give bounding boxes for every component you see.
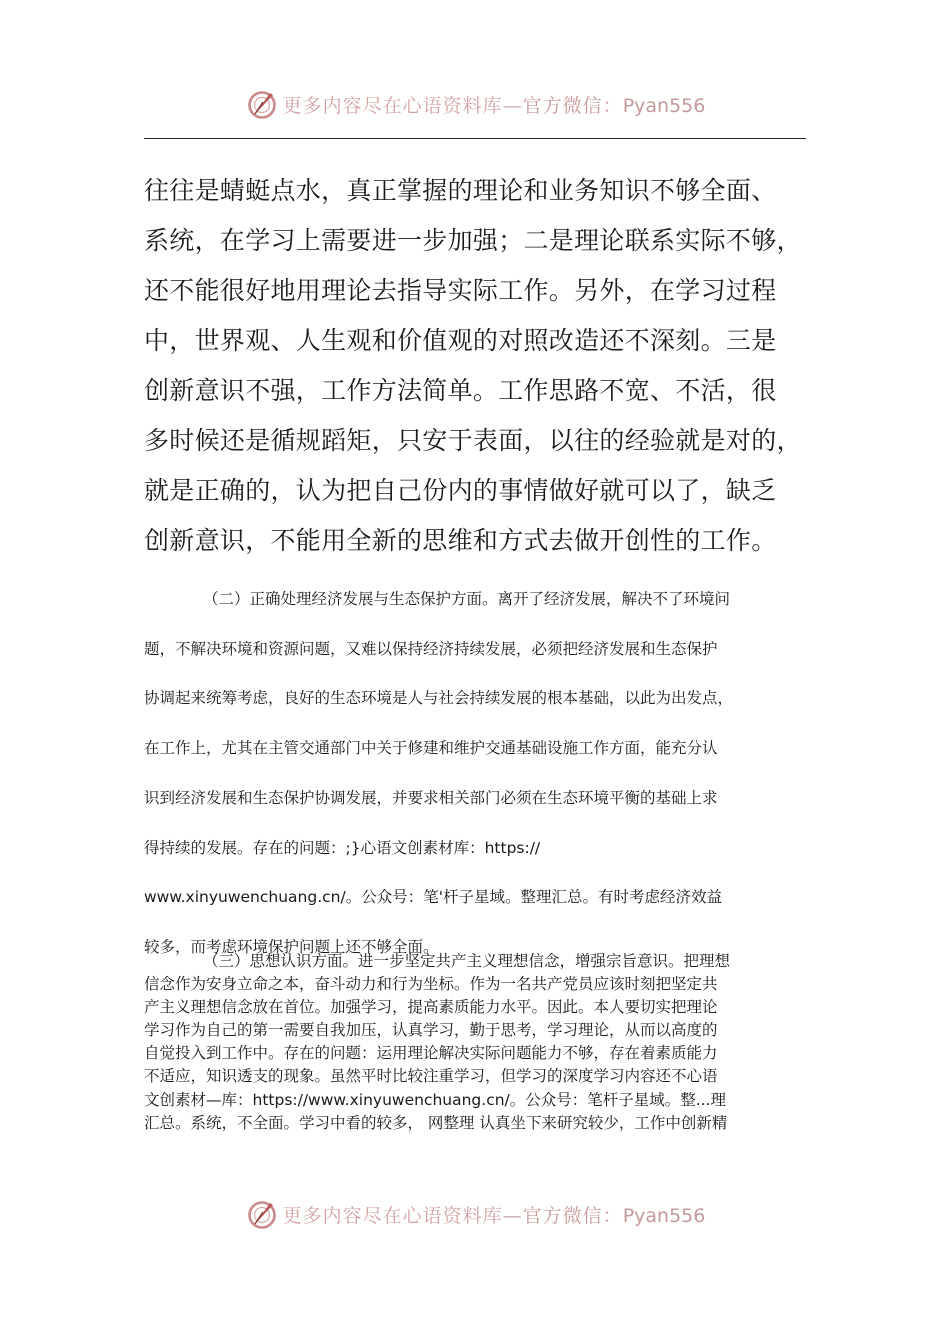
header-wechat-id: Pyan556 xyxy=(622,94,706,117)
text-line: www.xinyuwenchuang.cn/。公众号：笔'杆子星域。整理汇总。有时考虑经济效益 xyxy=(144,888,722,907)
text-line: 得持续的发展。存在的问题：;}心语文创素材库：https:// xyxy=(144,838,541,857)
header-banner xyxy=(0,84,950,124)
text-line: 学习作为自己的第一需要自我加压，认真学习，勤于思考，学习理论，从而以高度的 xyxy=(144,1021,718,1040)
header-text xyxy=(283,91,706,118)
text-line: 多时候还是循规蹈矩，只安于表面，以往的经验就是对的， xyxy=(144,426,802,455)
section-three-paragraph xyxy=(144,950,806,1135)
footer-banner xyxy=(0,1194,950,1234)
text-line: 创新意识不强，工作方法简单。工作思路不宽、不活，很 xyxy=(144,376,777,405)
text-line: 还不能很好地用理论去指导实际工作。另外，在学习过程 xyxy=(144,276,777,305)
text-line: 自觉投入到工作中。存在的问题：运用理论解决实际问题能力不够，存在着素质能力 xyxy=(144,1044,718,1063)
text-line: 题，不解决环境和资源问题，又难以保持经济持续发展，必须把经济发展和生态保护 xyxy=(144,639,718,658)
footer-wechat-id: Pyan556 xyxy=(622,1204,706,1227)
header-wechat-label: 官方微信： xyxy=(522,94,623,117)
text-line: （三）思想认识方面。进一步坚定共产主义理想信念，增强宗旨意识。把理想 xyxy=(203,952,731,970)
text-line: 系统，在学习上需要进一步加强；二是理论联系实际不够， xyxy=(144,226,802,255)
text-line: 信念作为安身立命之本，奋斗动力和行为坐标。作为一名共产党员应该时刻把坚定共 xyxy=(144,975,718,994)
footer-brand: 更多内容尽在心语资料库 xyxy=(282,1204,503,1227)
text-line: 就是正确的，认为把自己份内的事情做好就可以了，缺乏 xyxy=(144,476,777,505)
quill-logo-icon xyxy=(245,1197,279,1231)
text-line: 往往是蜻蜓点水，真正掌握的理论和业务知识不够全面、 xyxy=(144,176,777,205)
body-large-paragraph xyxy=(144,166,806,566)
footer-wechat-label: 官方微信： xyxy=(522,1204,623,1227)
text-line: 较多，而考虑环境保护问题上还不够全面。 xyxy=(144,937,439,956)
text-line: 在工作上，尤其在主管交通部门中关于修建和维护交通基础设施工作方面，能充分认 xyxy=(144,739,718,758)
text-line: 中，世界观、人生观和价值观的对照改造还不深刻。三是 xyxy=(144,326,777,355)
text-line: 创新意识，不能用全新的思维和方式去做开创性的工作。 xyxy=(144,526,777,555)
text-line: 协调起来统筹考虑，良好的生态环境是人与社会持续发展的根本基础，以此为出发点， xyxy=(144,689,734,708)
header-brand: 更多内容尽在心语资料库 xyxy=(282,94,503,117)
text-line: （二）正确处理经济发展与生态保护方面。离开了经济发展，解决不了环境问 xyxy=(203,590,731,608)
text-line: 文创素材—库：https://www.xinyuwenchuang.cn/。公众号：笔杆子星域。整...理 xyxy=(144,1090,727,1109)
quill-logo-icon xyxy=(245,87,279,121)
footer-text xyxy=(283,1201,706,1228)
section-two-paragraph xyxy=(144,575,806,973)
header-divider xyxy=(144,138,806,139)
text-line: 汇总。系统，不全面。学习中看的较多， 网整理 认真坐下来研究较少，工作中创新精 xyxy=(144,1113,728,1132)
header-separator: — xyxy=(502,94,523,117)
text-line: 产主义理想信念放在首位。加强学习，提高素质能力水平。因此。本人要切实把理论 xyxy=(144,998,718,1017)
text-line: 不适应，知识透支的现象。虽然平时比较注重学习，但学习的深度学习内容还不心语 xyxy=(144,1067,718,1086)
text-line: 识到经济发展和生态保护协调发展，并要求相关部门必须在生态环境平衡的基础上求 xyxy=(144,788,718,807)
footer-separator: — xyxy=(502,1204,523,1227)
